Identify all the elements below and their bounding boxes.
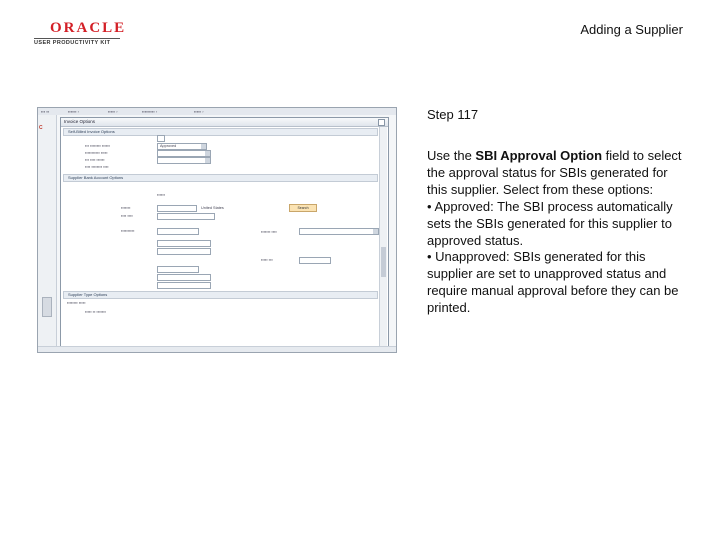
- page-title: Adding a Supplier: [580, 22, 683, 37]
- screenshot-top-nav: [38, 108, 396, 115]
- search-button[interactable]: Search: [289, 204, 317, 212]
- label-check-digit: ▪▪▪▪▪ ▪▪▪: [261, 258, 273, 262]
- description-field[interactable]: [157, 274, 211, 281]
- self-bill-checkbox[interactable]: [157, 135, 165, 142]
- label-supplier-types: ▪▪▪▪▪▪▪▪ ▪▪▪▪▪: [67, 301, 86, 305]
- label-country: ▪▪▪▪▪▪▪: [121, 206, 131, 210]
- section-bank-account[interactable]: Supplier Bank Account Options: [63, 174, 378, 182]
- dialog-vertical-scrollbar[interactable]: [379, 127, 387, 346]
- nav-crumb-1: ▪▪▪ ▪▪: [41, 109, 50, 114]
- step-instructions: [427, 148, 689, 317]
- nav-crumb-5: ▪▪▪▪▪ ›: [194, 109, 204, 114]
- oracle-upk-logo: [34, 20, 127, 50]
- country-description: United States: [201, 206, 224, 210]
- swift-field[interactable]: [157, 248, 211, 255]
- print-option-select[interactable]: [157, 157, 211, 164]
- left-rail-scroll: [42, 297, 52, 317]
- transaction-type-select[interactable]: [157, 150, 211, 157]
- instruction-intro: Use the SBI Approval Option field to select the approval status for SBIs generated for this supplier. Select from these options:: [427, 148, 682, 197]
- nav-crumb-2: ▪▪▪▪▪▪ ›: [68, 109, 79, 114]
- label-bank: ▪▪▪▪ ▪▪▪▪: [121, 214, 133, 218]
- bank-field[interactable]: [157, 213, 215, 220]
- horizontal-scrollbar[interactable]: [38, 346, 396, 352]
- sbi-approval-option-select[interactable]: Approved: [157, 143, 207, 150]
- scrollbar-thumb[interactable]: [381, 247, 386, 277]
- section-self-billed[interactable]: Self-Billed Invoice Options: [63, 128, 378, 136]
- instruction-bullet-unapproved: • Unapproved: SBIs generated for this supplier are set to unapproved status and require manual approval before they can be printed.: [427, 249, 679, 316]
- dfi-field[interactable]: [157, 282, 211, 289]
- label-account-type: ▪▪▪▪▪▪▪ ▪▪▪▪: [261, 230, 277, 234]
- instruction-bullet-approved: • Approved: The SBI process automatically sets the SBIs generated for this supplier to approved status.: [427, 198, 673, 248]
- nav-crumb-4: ▪▪▪▪▪▪▪▪▪ ›: [142, 109, 158, 114]
- label-limit: ▪▪▪▪ ▪▪▪▪▪▪▪▪ ▪▪▪▪: [85, 165, 109, 169]
- application-screenshot: [37, 107, 397, 353]
- iban-field[interactable]: [157, 240, 211, 247]
- invoice-options-dialog: [60, 117, 389, 349]
- account-field[interactable]: [157, 228, 199, 235]
- step-number: Step 117: [427, 107, 479, 122]
- dialog-title: Invoice Options: [61, 118, 388, 127]
- account-type-select[interactable]: [299, 228, 379, 235]
- field-name: SBI Approval Option: [475, 148, 603, 163]
- section-supplier-type[interactable]: Supplier Type Options: [63, 291, 378, 299]
- label-transaction-type: ▪▪▪▪▪▪▪▪▪▪▪ ▪▪▪▪▪: [85, 151, 108, 155]
- country-field[interactable]: [157, 205, 197, 212]
- label-print-option: ▪▪▪ ▪▪▪▪ ▪▪▪▪▪▪: [85, 158, 105, 162]
- logo-subtitle: USER PRODUCTIVITY KIT: [34, 40, 111, 46]
- logo-brand: ORACLE: [50, 20, 127, 36]
- left-rail-caption: C: [39, 125, 43, 131]
- label-account: ▪▪▪▪▪▪▪▪▪▪: [121, 229, 135, 233]
- left-rail: [38, 115, 57, 352]
- check-digit-field[interactable]: [299, 257, 331, 264]
- default-label: ▪▪▪▪▪▪: [157, 193, 166, 197]
- close-icon[interactable]: [378, 119, 385, 126]
- label-type-code: ▪▪▪▪▪ ▪▪ ▪▪▪▪▪▪▪: [85, 310, 106, 314]
- logo-divider: [34, 38, 120, 39]
- nav-crumb-3: ▪▪▪▪▪ ›: [108, 109, 118, 114]
- label-sbi-approval: ▪▪▪ ▪▪▪▪▪▪▪▪ ▪▪▪▪▪▪: [85, 144, 110, 148]
- bank-id-field[interactable]: [157, 266, 199, 273]
